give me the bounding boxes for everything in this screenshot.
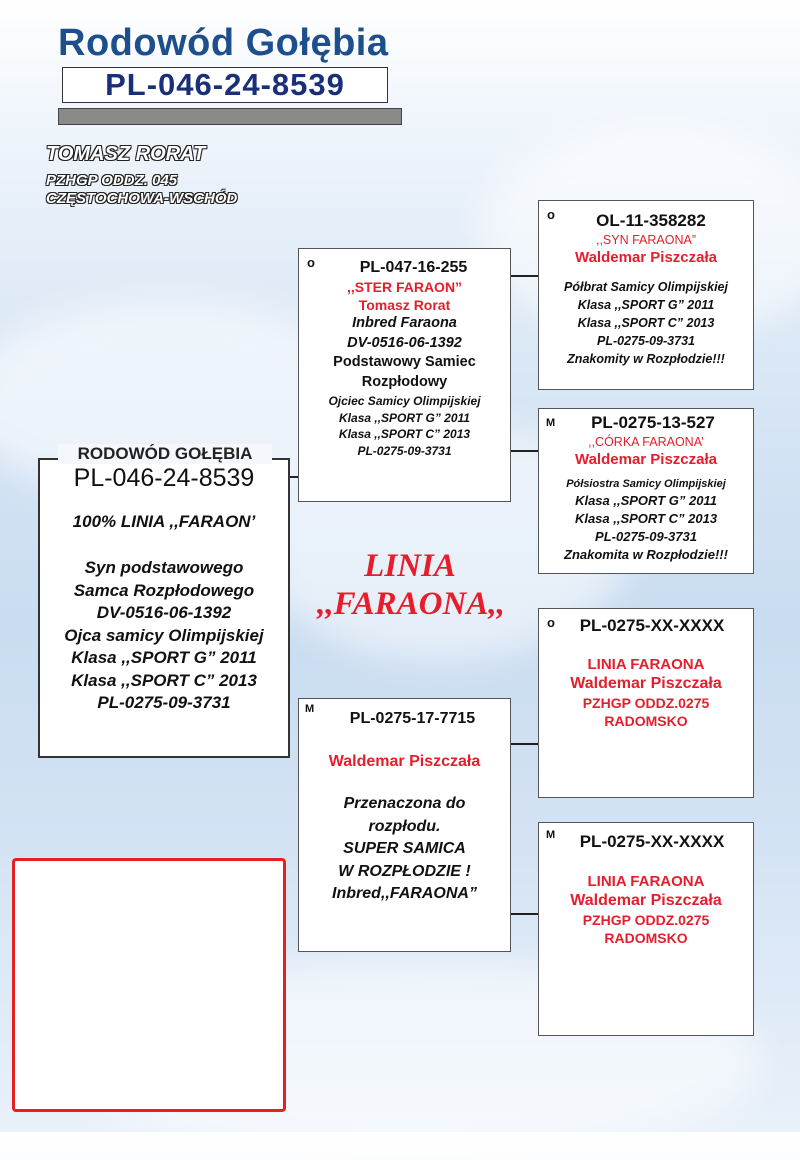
maternal-grandmother-city: RADOMSKO (604, 930, 688, 946)
line-title-2: ,,FARAONA,, (317, 586, 505, 622)
connector-line (511, 743, 540, 745)
mother-note: Inbred,,FARAONA” (332, 885, 477, 902)
father-note-small: Klasa ,,SPORT C” 2013 (338, 427, 471, 441)
maternal-grandfather-club: PZHGP ODDZ.0275 (582, 695, 710, 711)
father-notes (299, 314, 510, 392)
mother-note: Przenaczona do (343, 795, 466, 812)
paternal-grandfather-sex-symbol: o (547, 207, 555, 222)
father-ring: PL-047-16-255 (359, 259, 468, 276)
paternal-grandmother-sex-symbol: M (546, 417, 556, 429)
maternal-grandfather-breeder: Waldemar Piszczała (570, 675, 722, 692)
main-desc-line: Samca Rozpłodowego (73, 580, 255, 600)
mother-card (298, 698, 511, 952)
main-desc-line: Klasa ,,SPORT G” 2011 (71, 648, 257, 667)
paternal-grandmother-name: ,,CÓRKA FARAONA’ (588, 435, 704, 449)
mother-note: rozpłodu. (368, 817, 441, 835)
main-bird-line: 100% LINIA ,,FARAON’ (72, 512, 256, 531)
paternal-grandmother-note: Klasa ,,SPORT G” 2011 (575, 493, 717, 508)
page-title: Rodowód Gołębia (58, 22, 389, 64)
maternal-grandfather-sex-symbol: o (547, 615, 555, 630)
paternal-grandfather-note: Klasa ,,SPORT C” 2013 (577, 316, 715, 330)
paternal-grandfather-note: PL-0275-09-3731 (597, 334, 695, 348)
paternal-grandfather-notes (539, 278, 753, 368)
paternal-grandfather-note: Półbrat Samicy Olimpijskiej (564, 280, 728, 294)
maternal-grandfather-city: RADOMSKO (604, 713, 688, 729)
mother-note: W ROZPŁODZIE ! (338, 862, 471, 880)
maternal-grandfather-line: LINIA FARAONA (587, 656, 705, 673)
paternal-grandmother-card (538, 408, 754, 574)
father-note: Podstawowy Samiec (333, 354, 476, 370)
owner-club: PZHGP ODDZ. 045 (46, 172, 178, 189)
connector-line (511, 450, 540, 452)
mother-sex-symbol: M (305, 703, 315, 715)
father-note: DV-0516-06-1392 (347, 334, 462, 351)
father-note-small: Klasa ,,SPORT G” 2011 (339, 410, 470, 425)
paternal-grandmother-note: Znakomita w Rozpłodzie!!! (564, 547, 728, 562)
paternal-grandmother-ring: PL-0275-13-527 (591, 413, 715, 432)
paternal-grandfather-breeder: Waldemar Piszczała (574, 249, 717, 266)
maternal-grandmother-breeder: Waldemar Piszczała (570, 892, 722, 909)
father-card (298, 248, 511, 502)
maternal-grandmother-card (538, 822, 754, 1036)
main-desc-line: DV-0516-06-1392 (96, 603, 232, 622)
father-notes-small (299, 393, 510, 459)
header-ring-number: PL-046-24-8539 (105, 67, 345, 102)
paternal-grandfather-note: Klasa ,,SPORT G” 2011 (577, 298, 715, 312)
main-desc-line: Ojca samicy Olimpijskiej (64, 625, 264, 645)
mother-ring: PL-0275-17-7715 (349, 710, 476, 727)
maternal-grandmother-line: LINIA FARAONA (587, 873, 705, 890)
father-name: ,,STER FARAON” (346, 279, 463, 295)
header-divider-bar (58, 108, 402, 125)
header-ring-box (62, 67, 388, 103)
father-note-small: Ojciec Samicy Olimpijskiej (328, 394, 481, 408)
paternal-grandfather-name: ,,SYN FARAONA” (595, 233, 697, 247)
paternal-grandmother-breeder: Waldemar Piszczała (574, 451, 717, 468)
maternal-grandmother-ring: PL-0275-XX-XXXX (579, 832, 725, 851)
mother-breeder: Waldemar Piszczała (328, 753, 481, 770)
father-note-small: PL-0275-09-3731 (357, 443, 452, 458)
main-bird-label: RODOWÓD GOŁĘBIA (58, 444, 272, 464)
main-bird-description (38, 557, 290, 715)
paternal-grandfather-ring: OL-11-358282 (596, 211, 706, 230)
father-note: Rozpłodowy (361, 373, 448, 390)
paternal-grandfather-note: Znakomity w Rozpłodzie!!! (567, 352, 725, 366)
photo-frame (12, 858, 286, 1112)
father-breeder: Tomasz Rorat (358, 297, 451, 313)
owner-name: TOMASZ RORAT (46, 143, 206, 165)
paternal-grandfather-card (538, 200, 754, 390)
connector-line (511, 913, 540, 915)
mother-notes (299, 793, 510, 906)
maternal-grandmother-sex-symbol: M (546, 829, 556, 841)
mother-note: SUPER SAMICA (343, 840, 466, 857)
maternal-grandfather-ring: PL-0275-XX-XXXX (579, 616, 725, 635)
owner-region: CZĘSTOCHOWA-WSCHÓD (46, 190, 238, 207)
main-desc-line: PL-0275-09-3731 (97, 693, 231, 712)
father-sex-symbol: o (307, 255, 315, 270)
paternal-grandmother-notes (539, 492, 753, 564)
paternal-grandmother-note: PL-0275-09-3731 (595, 529, 697, 544)
main-desc-line: Syn podstawowego (84, 558, 244, 577)
maternal-grandfather-card (538, 608, 754, 798)
paternal-grandmother-note: Klasa ,,SPORT C” 2013 (574, 511, 718, 526)
connector-line (290, 476, 298, 478)
main-bird-ring: PL-046-24-8539 (73, 464, 255, 492)
line-title-1: LINIA (364, 548, 456, 584)
paternal-grandmother-note: Półsiostra Samicy Olimpijskiej (566, 478, 726, 490)
main-desc-line: Klasa ,,SPORT C” 2013 (71, 670, 257, 690)
maternal-grandmother-club: PZHGP ODDZ.0275 (582, 912, 710, 928)
connector-line (511, 275, 540, 277)
father-note: Inbred Faraona (352, 315, 457, 331)
